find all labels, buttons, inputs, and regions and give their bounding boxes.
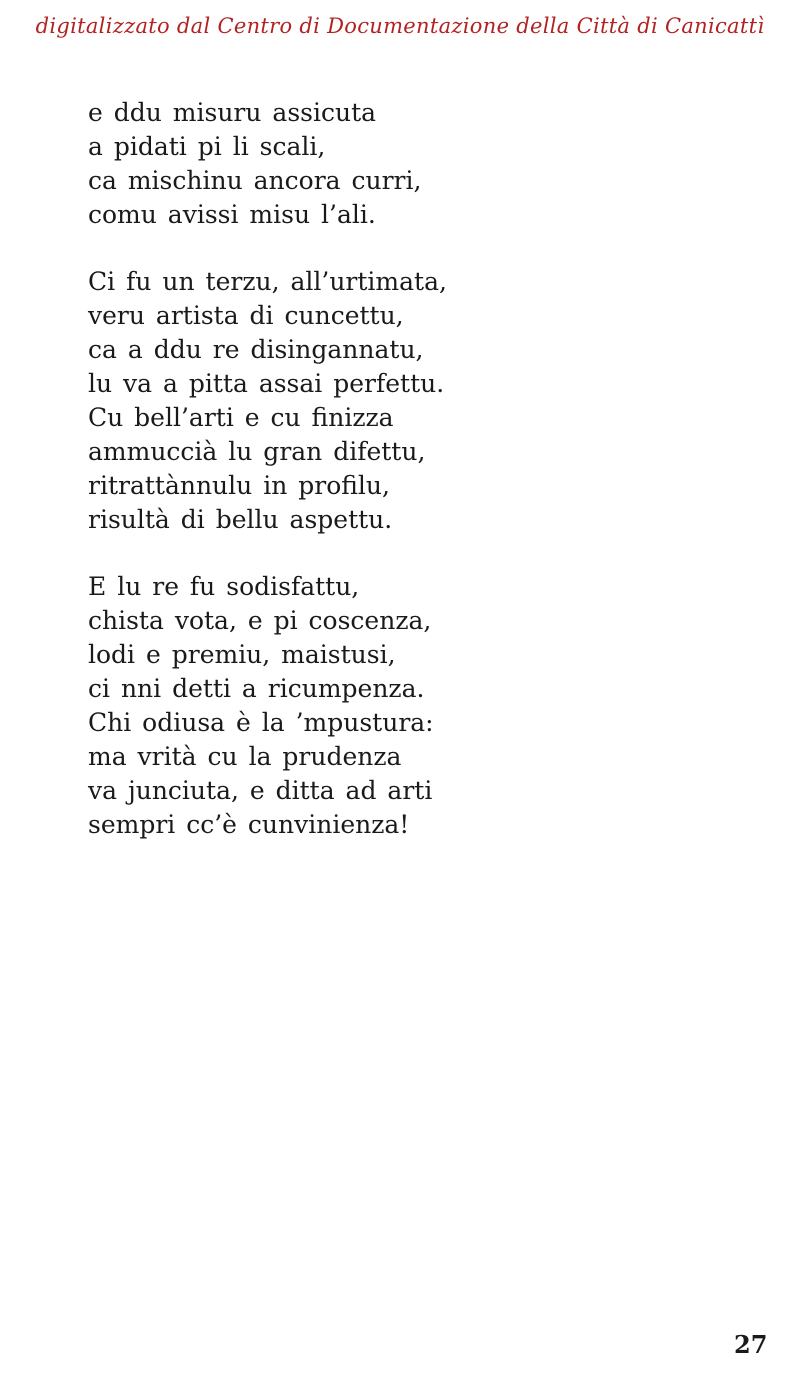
poem-line: ci nni detti a ricumpenza. [88, 674, 425, 703]
poem-line: lodi e premiu, maistusi, [88, 640, 396, 669]
stanza-1 [88, 96, 648, 232]
poem-line: a pidati pi li scali, [88, 132, 326, 161]
poem-line: ritrattànnulu in profilu, [88, 471, 390, 500]
poem-line: ammuccià lu gran difettu, [88, 437, 426, 466]
poem-line: ma vrità cu la prudenza [88, 742, 402, 771]
page-number: 27 [734, 1330, 768, 1359]
poem-line: Chi odiusa è la ’mpustura: [88, 708, 434, 737]
poem-line: e ddu misuru assicuta [88, 98, 377, 127]
poem-line: ca a ddu re disingannatu, [88, 335, 424, 364]
poem-line: lu va a pitta assai perfettu. [88, 369, 445, 398]
poem-line: chista vota, e pi coscenza, [88, 606, 432, 635]
poem-line: veru artista di cuncettu, [88, 301, 404, 330]
stanza-2 [88, 265, 648, 537]
poem-line: E lu re fu sodisfattu, [88, 572, 360, 601]
stanza-3 [88, 570, 648, 842]
poem-line: Cu bell’arti e cu finizza [88, 403, 394, 432]
poem-line: sempri cc’è cunvinienza! [88, 810, 410, 839]
digitization-watermark: digitalizzato dal Centro di Documentazione della Città di Canicattì [35, 14, 765, 38]
poem-line: va junciuta, e ditta ad arti [88, 776, 433, 805]
poem-line: Ci fu un terzu, all’urtimata, [88, 267, 447, 296]
poem-line: ca mischinu ancora curri, [88, 166, 422, 195]
poem-line: comu avissi misu l’ali. [88, 200, 376, 229]
poem-line: risultà di bellu aspettu. [88, 505, 393, 534]
poem-text [88, 96, 648, 875]
